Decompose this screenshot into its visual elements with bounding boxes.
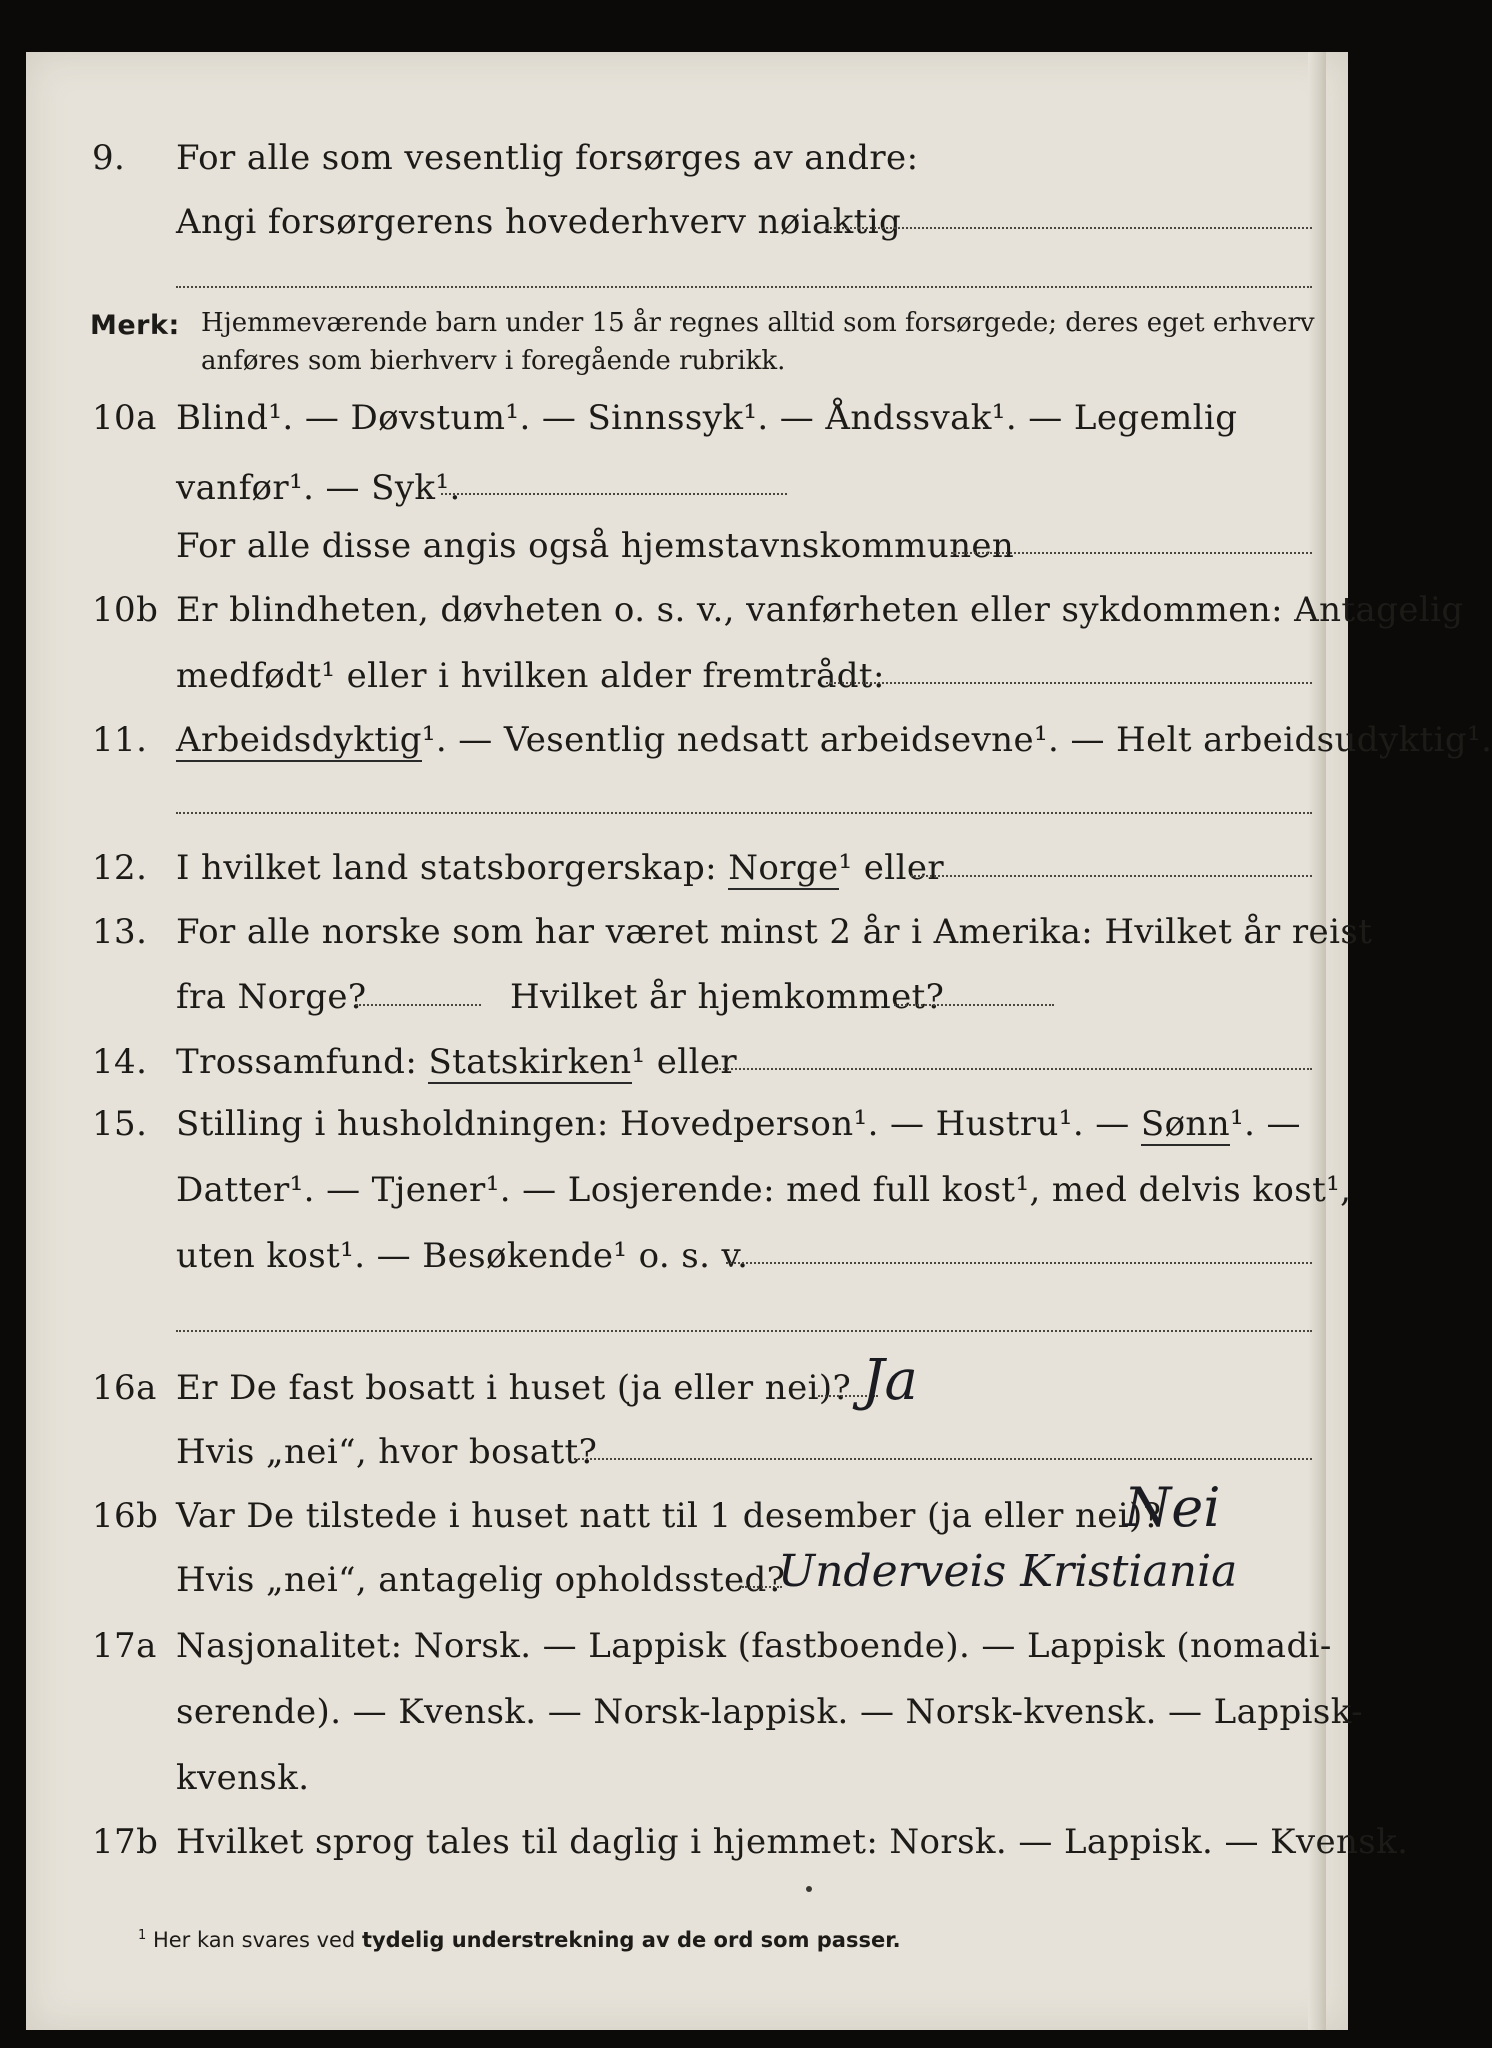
question-text: Nasjonalitet: Norsk. — Lappisk (fastboende). — Lappisk (nomadi- [176,1626,1332,1666]
question-text: For alle disse angis også hjemstavnskommunen [176,526,1015,566]
question-text: Hvis „nei“, hvor bosatt? [176,1432,598,1472]
question-number: 14. [92,1042,148,1082]
question-text: Stilling i husholdningen: Hovedperson¹. — Hustru¹. — Sønn¹. — [176,1104,1301,1144]
answer-line[interactable] [826,227,1312,229]
question-number: 10b [92,590,159,630]
answer-line[interactable] [176,1330,1312,1332]
question-number: 17b [92,1822,159,1862]
question-text: Er blindheten, døvheten o. s. v., vanførheten eller sykdommen: Antagelig [176,590,1464,630]
ink-dot [806,1886,812,1892]
question-text: Arbeidsdyktig¹. — Vesentlig nedsatt arbeidsevne¹. — Helt arbeidsudyktig¹. [176,720,1492,760]
answer-line[interactable] [176,812,1312,814]
answer-line[interactable] [826,682,1312,684]
question-text: Blind¹. — Døvstum¹. — Sinnssyk¹. — Åndssvak¹. — Legemlig [176,398,1238,438]
answer-line[interactable] [574,1458,1312,1460]
question-text: medfødt¹ eller i hvilken alder fremtrådt: [176,656,885,696]
question-text: I hvilket land statsborgerskap: Norge¹ eller [176,848,945,888]
question-text: Er De fast bosatt i huset (ja eller nei)? [176,1368,852,1408]
question-number: 16a [92,1368,157,1408]
question-text: Hvilket år hjemkommet? [510,977,945,1017]
selected-option[interactable]: Sønn [1140,1104,1231,1144]
footnote: $^1$ Her kan svares ved tydelig understrekning av de ord som passer. [138,1928,901,1952]
selected-option[interactable]: Statskirken [428,1042,632,1082]
question-number: 10a [92,398,157,438]
selected-option[interactable]: Arbeidsdyktig [176,720,422,760]
note-label: Merk: [90,310,180,341]
page-edge [1308,52,1326,2030]
selected-option[interactable]: Norge [728,848,839,888]
answer-line[interactable] [894,1004,1054,1006]
answer-line[interactable] [441,493,787,495]
question-text: uten kost¹. — Besøkende¹ o. s. v. [176,1236,749,1276]
note-text: Hjemmeværende barn under 15 år regnes alltid som forsørgede; deres eget erhverv [201,308,1315,338]
handwritten-answer: Nei [1124,1476,1221,1539]
question-text: Var De tilstede i huset natt til 1 desember (ja eller nei)? [176,1496,1162,1536]
question-number: 9. [92,138,126,178]
answer-line[interactable] [176,286,1312,288]
question-text: For alle norske som har været minst 2 år i Amerika: Hvilket år reist [176,912,1373,952]
handwritten-answer: Underveis Kristiania [778,1546,1238,1597]
question-text: For alle som vesentlig forsørges av andre: [176,138,919,178]
question-text: Hvis „nei“, antagelig opholdssted? [176,1560,786,1600]
question-text: Datter¹. — Tjener¹. — Losjerende: med full kost¹, med delvis kost¹, [176,1170,1352,1210]
question-text: vanfør¹. — Syk¹. [176,468,461,508]
answer-line[interactable] [356,1004,481,1006]
census-form-page [26,52,1492,2030]
question-text: Trossamfund: Statskirken¹ eller [176,1042,738,1082]
question-number: 11. [92,720,148,760]
answer-line[interactable] [911,875,1312,877]
handwritten-answer: Ja [862,1348,918,1413]
question-number: 17a [92,1626,157,1666]
note-text: anføres som bierhverv i foregående rubrikk. [201,346,786,376]
answer-line[interactable] [951,552,1312,554]
answer-line[interactable] [716,1068,1312,1070]
answer-line[interactable] [742,1586,782,1588]
question-text: fra Norge? [176,977,367,1017]
question-text: Hvilket sprog tales til daglig i hjemmet: Norsk. — Lappisk. — Kvensk. [176,1822,1409,1862]
question-text: Angi forsørgerens hovederhverv nøiaktig [176,202,902,242]
question-text: kvensk. [176,1758,310,1798]
answer-line[interactable] [726,1262,1312,1264]
question-number: 13. [92,912,148,952]
question-text: serende). — Kvensk. — Norsk-lappisk. — Norsk-kvensk. — Lappisk- [176,1692,1364,1732]
question-number: 15. [92,1104,148,1144]
question-number: 16b [92,1496,159,1536]
question-number: 12. [92,848,148,888]
